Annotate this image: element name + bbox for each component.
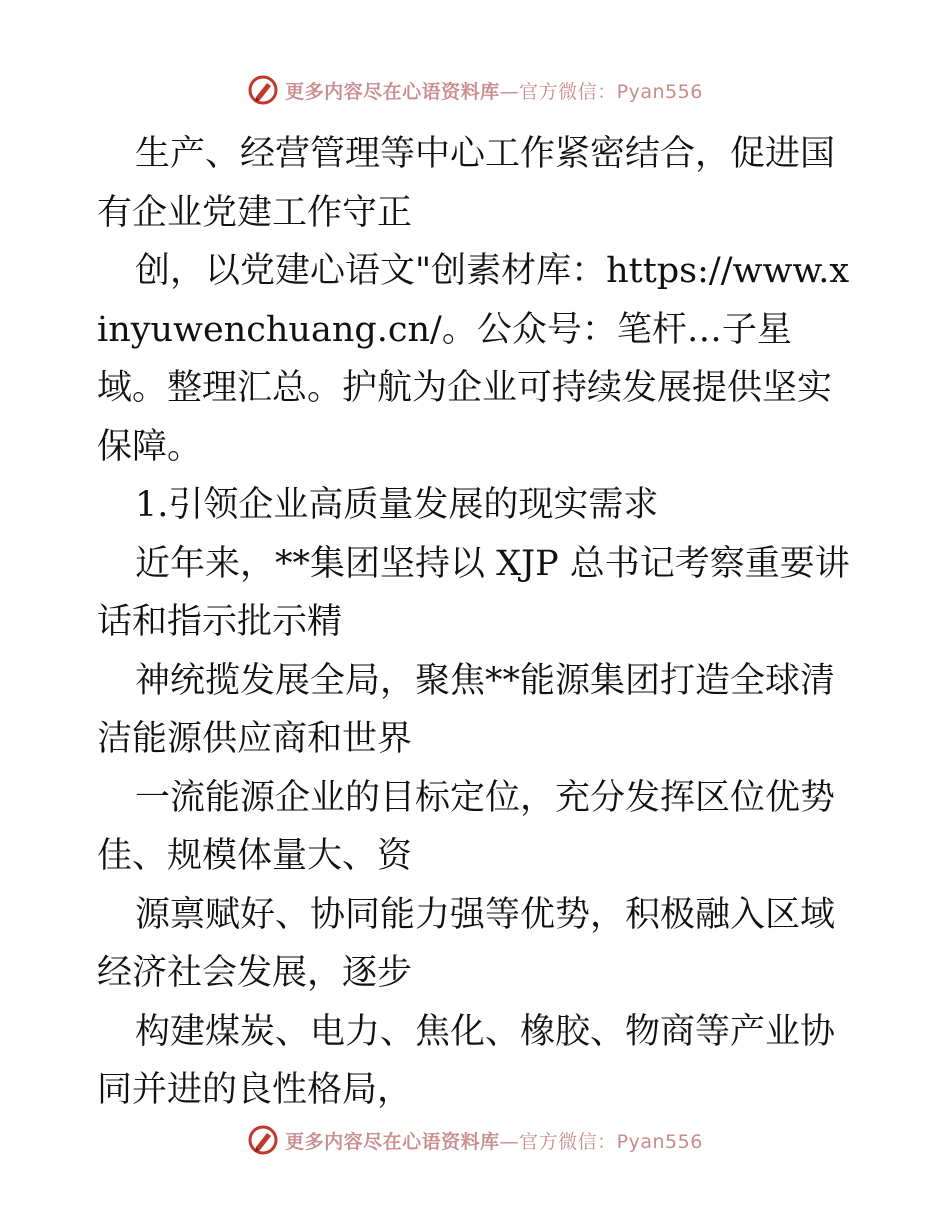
paragraph: 神统揽发展全局，聚焦**能源集团打造全球清洁能源供应商和世界	[97, 660, 836, 759]
header-watermark-banner	[0, 70, 950, 110]
paragraph: 构建煤炭、电力、焦化、橡胶、物商等产业协同并进的良性格局，	[97, 1011, 836, 1110]
banner-contact-text: —官方微信：Pyan556	[499, 80, 703, 103]
paragraph: 一流能源企业的目标定位，充分发挥区位优势佳、规模体量大、资	[97, 777, 836, 876]
banner-brand-text: 更多内容尽在心语资料库	[285, 1130, 500, 1153]
paragraph: 源禀赋好、协同能力强等优势，积极融入区域经济社会发展，逐步	[97, 894, 836, 993]
section-heading: 1.引领企业高质量发展的现实需求	[135, 485, 659, 525]
banner-contact-text: —官方微信：Pyan556	[499, 1130, 703, 1153]
paragraph: 近年来，**集团坚持以 XJP 总书记考察重要讲话和指示批示精	[97, 543, 850, 642]
pen-logo-icon	[247, 1124, 279, 1156]
footer-watermark-banner	[0, 1120, 950, 1160]
pen-logo-icon	[247, 74, 279, 106]
paragraph: 生产、经营管理等中心工作紧密结合，促进国有企业党建工作守正	[97, 134, 836, 233]
paragraph: 创，以党建心语文"创素材库：https://www.xinyuwenchuang.cn/。公众号：笔杆…子星域。整理汇总。护航为企业可持续发展提供坚实保障。	[97, 251, 850, 467]
document-body	[97, 125, 857, 1120]
banner-brand-text: 更多内容尽在心语资料库	[285, 80, 500, 103]
